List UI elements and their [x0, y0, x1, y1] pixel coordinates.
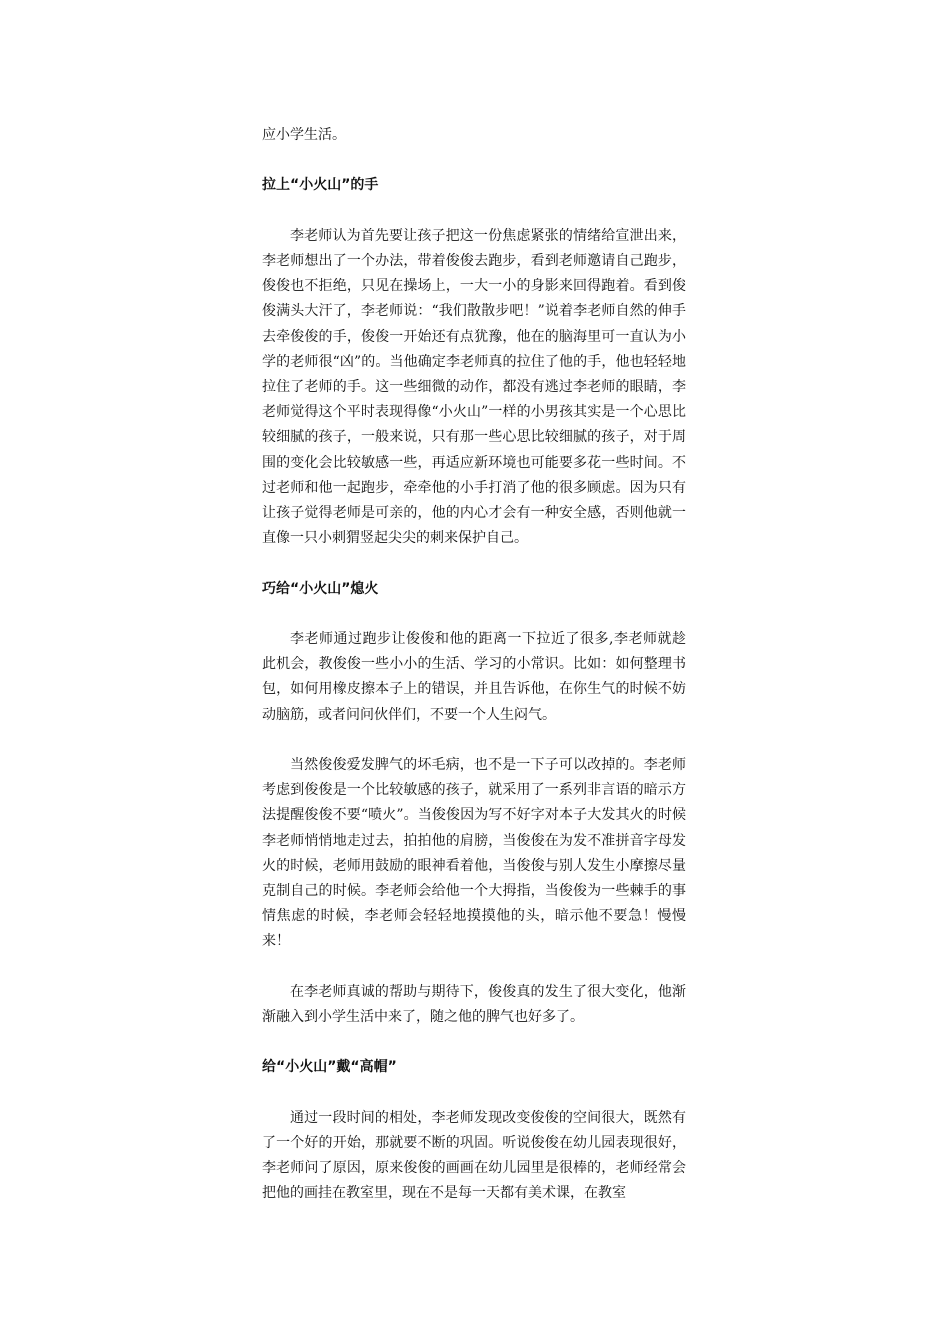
section-heading: 巧给“小火山”熄火	[262, 580, 379, 597]
section-hold-hand	[262, 173, 686, 551]
body-paragraph: 通过一段时间的相处，李老师发现改变俊俊的空间很大，既然有了一个好的开始，那就要不断的巩固。听说俊俊在幼儿园表现很好，李老师问了原因，原来俊俊的画画在幼儿园里是很棒的，老师经常会把他的画挂在教室里，现在不是每一天都有美术课，在教室	[262, 1109, 686, 1202]
article-body	[262, 123, 686, 1232]
intro-tail-paragraph: 应小学生活。	[262, 127, 346, 143]
body-paragraph: 在李老师真诚的帮助与期待下，俊俊真的发生了很大变化，他渐渐融入到小学生活中来了，随之他的脾气也好多了。	[262, 983, 686, 1026]
section-heading: 给“小火山”戴“高帽”	[262, 1059, 397, 1076]
body-paragraph: 当然俊俊爱发脾气的坏毛病，也不是一下子可以改掉的。李老师考虑到俊俊是一个比较敏感的孩子，就采用了一系列非言语的暗示方法提醒俊俊不要“喷火”。当俊俊因为写不好字对本子大发其火的时候李老师悄悄地走过去，拍拍他的肩膀，当俊俊在为发不准拼音字母发火的时候，老师用鼓励的眼神看着他，当俊俊与别人发生小摩擦尽量克制自己的时候。李老师会给他一个大拇指，当俊俊为一些棘手的事情焦虑的时候，李老师会轻轻地摸摸他的头，暗示他不要急！慢慢来！	[262, 757, 686, 950]
section-heading: 拉上“小火山”的手	[262, 177, 379, 194]
body-paragraph: 李老师通过跑步让俊俊和他的距离一下拉近了很多,李老师就趁此机会，教俊俊一些小小的生活、学习的小常识。比如：如何整理书包，如何用橡皮擦本子上的错误，并且告诉他，在你生气的时候不妨动脑筋，或者问问伙伴们，不要一个人生闷气。	[262, 631, 686, 723]
section-put-out-fire	[262, 577, 686, 1031]
body-paragraph: 李老师认为首先要让孩子把这一份焦虑紧张的情绪给宣泄出来，李老师想出了一个办法，带着俊俊去跑步，看到老师邀请自己跑步，俊俊也不拒绝，只见在操场上，一大一小的身影来回得跑着。看到俊俊满头大汗了，李老师说：“我们散散步吧！”说着李老师自然的伸手去牵俊俊的手，俊俊一开始还有点犹豫，他在的脑海里可一直认为小学的老师很“凶”的。当他确定李老师真的拉住了他的手，他也轻轻地拉住了老师的手。这一些细微的动作，都没有逃过李老师的眼睛，李老师觉得这个平时表现得像“小火山”一样的小男孩其实是一个心思比较细腻的孩子，一般来说，只有那一些心思比较细腻的孩子，对于周围的变化会比较敏感一些，再适应新环境也可能要多花一些时间。不过老师和他一起跑步，牵牵他的小手打消了他的很多顾虑。因为只有让孩子觉得老师是可亲的，他的内心才会有一种安全感，否则他就一直像一只小刺猬竖起尖尖的刺来保护自己。	[262, 227, 686, 547]
section-high-hat	[262, 1055, 686, 1206]
